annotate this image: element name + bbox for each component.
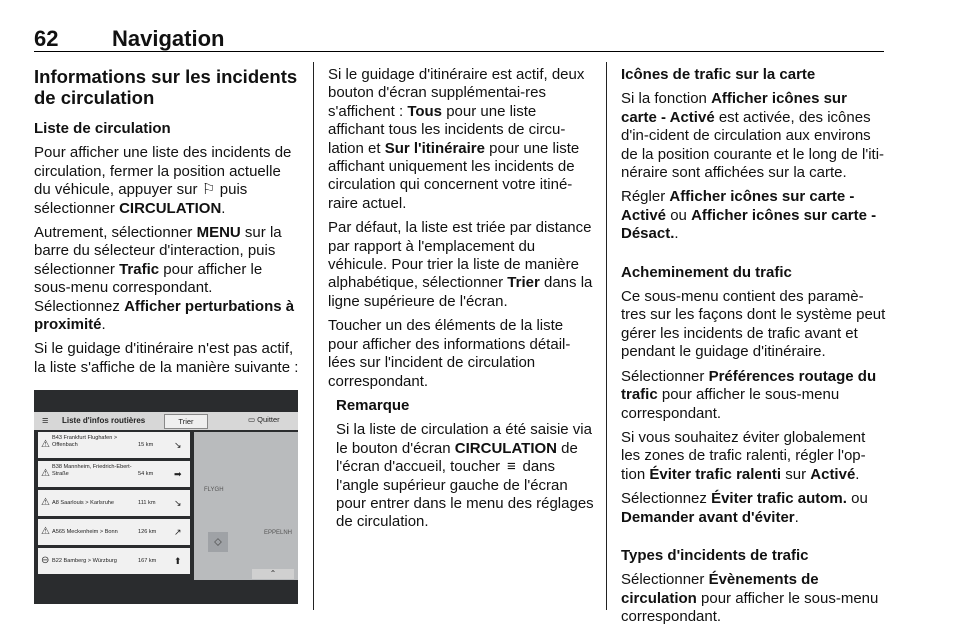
list-item: ⚠ B43 Frankfurt Flughafen > Offenbach 15 km ↘ [38,432,190,458]
subheading-icones: Icônes de trafic sur la carte [621,66,816,83]
direction-arrow-icon: ➡ [174,469,182,479]
screenshot-title: Liste d'infos routières [62,416,146,425]
subheading-acheminement: Acheminement du trafic [621,263,792,281]
column-3 [621,66,886,633]
sort-button: Trier [164,414,208,429]
list-item: ⚠ B38 Mannheim, Friedrich-Ebert-Straße 54 km ➡ [38,461,190,487]
list-item: ⚠ A565 Meckenheim > Bonn 126 km ↗ [38,519,190,545]
paragraph: Sélectionner Préférences routage du trafic pour afficher le sous-menu correspondant. [621,367,877,422]
incident-list [38,432,190,577]
paragraph: Si vous souhaitez éviter globalement les zones de trafic ralenti, régler l'op-tion Éviter trafic ralenti sur Activé. [621,428,866,483]
subheading-liste: Liste de circulation [34,120,171,137]
column-2 [328,66,596,538]
paragraph: Sélectionnez Éviter trafic autom. ou Demander avant d'éviter. [621,490,868,526]
no-entry-icon: ⊖ [41,555,50,566]
warning-icon: ⚠ [41,526,50,537]
header-rule [34,51,884,52]
page-number: 62 [34,26,59,51]
section-heading: Informations sur les incidents de circulation [34,66,298,108]
direction-arrow-icon: ↘ [174,440,182,450]
menu-settings-icon: ≡ [506,458,516,476]
paragraph: Ce sous-menu contient des paramè-tres sur les façons dont le système peut gérer les incidents de trafic avant et pendant le guidage d'itinéraire. [621,288,886,361]
paragraph: Par défaut, la liste est triée par distance par rapport à l'emplacement du véhicule. Pour trier la liste de manière alphabétique, sélectionner Trier dans la ligne supérieure de l'écran. [328,219,593,310]
paragraph: Si le guidage d'itinéraire n'est pas actif, la liste s'affiche de la manière suivante : [34,340,299,376]
paragraph: Pour afficher une liste des incidents de circulation, fermer la position actuelle du véhicule, appuyer sur ⚐ puis sélectionner CIRCULATION. [34,144,292,217]
direction-arrow-icon: ↘ [174,498,182,508]
subheading-types: Types d'incidents de trafic [621,546,809,564]
warning-icon: ⚠ [41,497,50,508]
quit-button: ▭ Quitter [248,415,280,424]
column-1 [34,66,300,383]
column-divider-1 [313,62,314,610]
page-header [34,26,224,52]
remark-box [328,397,596,532]
map-label: EPPELNH [264,530,293,536]
traffic-list-screenshot [34,390,298,604]
paragraph: Autrement, sélectionner MENU sur la barre du sélecteur d'interaction, puis sélectionner Trafic pour afficher le sous-menu correspondant. Sélectionnez Afficher perturbations à proximité. [34,224,295,334]
remark-title: Remarque [336,396,410,414]
paragraph: Si la fonction Afficher icônes sur carte - Activé est activée, des icônes d'in-cident de circulation aux environs de la position courante et le long de l'iti-néraire sont affichées sur la carte. [621,90,885,182]
remark-text: Si la liste de circulation a été saisie via le bouton d'écran CIRCULATION de l'écran d'accueil, toucher ≡ dans l'angle supérieur gauche de l'écran pour entrer dans le menu des réglages de circulation. [336,421,594,531]
menu-icon: ≡ [42,415,49,427]
nav-arrow-icon: ⬦ [208,532,228,552]
section-title: Navigation [112,26,225,51]
list-item: ⚠ A8 Saarlouis > Karlsruhe 111 km ↘ [38,490,190,516]
paragraph: Régler Afficher icônes sur carte - Activé ou Afficher icônes sur carte - Désact.. [621,188,877,243]
map-label: FLYGH [204,487,224,493]
warning-icon: ⚠ [41,468,50,479]
paragraph: Toucher un des éléments de la liste pour afficher des informations détail-lées sur l'incident de circulation correspondant. [328,317,571,390]
chevron-up-icon: ⌃ [252,569,294,579]
map-area [194,432,298,580]
paragraph: Si le guidage d'itinéraire est actif, deux bouton d'écran supplémentai-res s'affichent : Tous pour une liste affichant tous les incidents de circu-lation et Sur l'itinéraire pour une liste affichant uniquement les incidents de circulation qui concernent votre itiné-raire actuel. [328,66,585,212]
position-icon: ⚐ [201,181,216,199]
list-item: ⊖ B22 Bamberg > Würzburg 167 km ⬆ [38,548,190,574]
paragraph: Sélectionner Évènements de circulation pour afficher le sous-menu correspondant. [621,571,879,626]
warning-icon: ⚠ [41,439,50,450]
column-divider-2 [606,62,607,610]
direction-arrow-icon: ⬆ [174,556,182,566]
direction-arrow-icon: ↗ [174,527,182,537]
